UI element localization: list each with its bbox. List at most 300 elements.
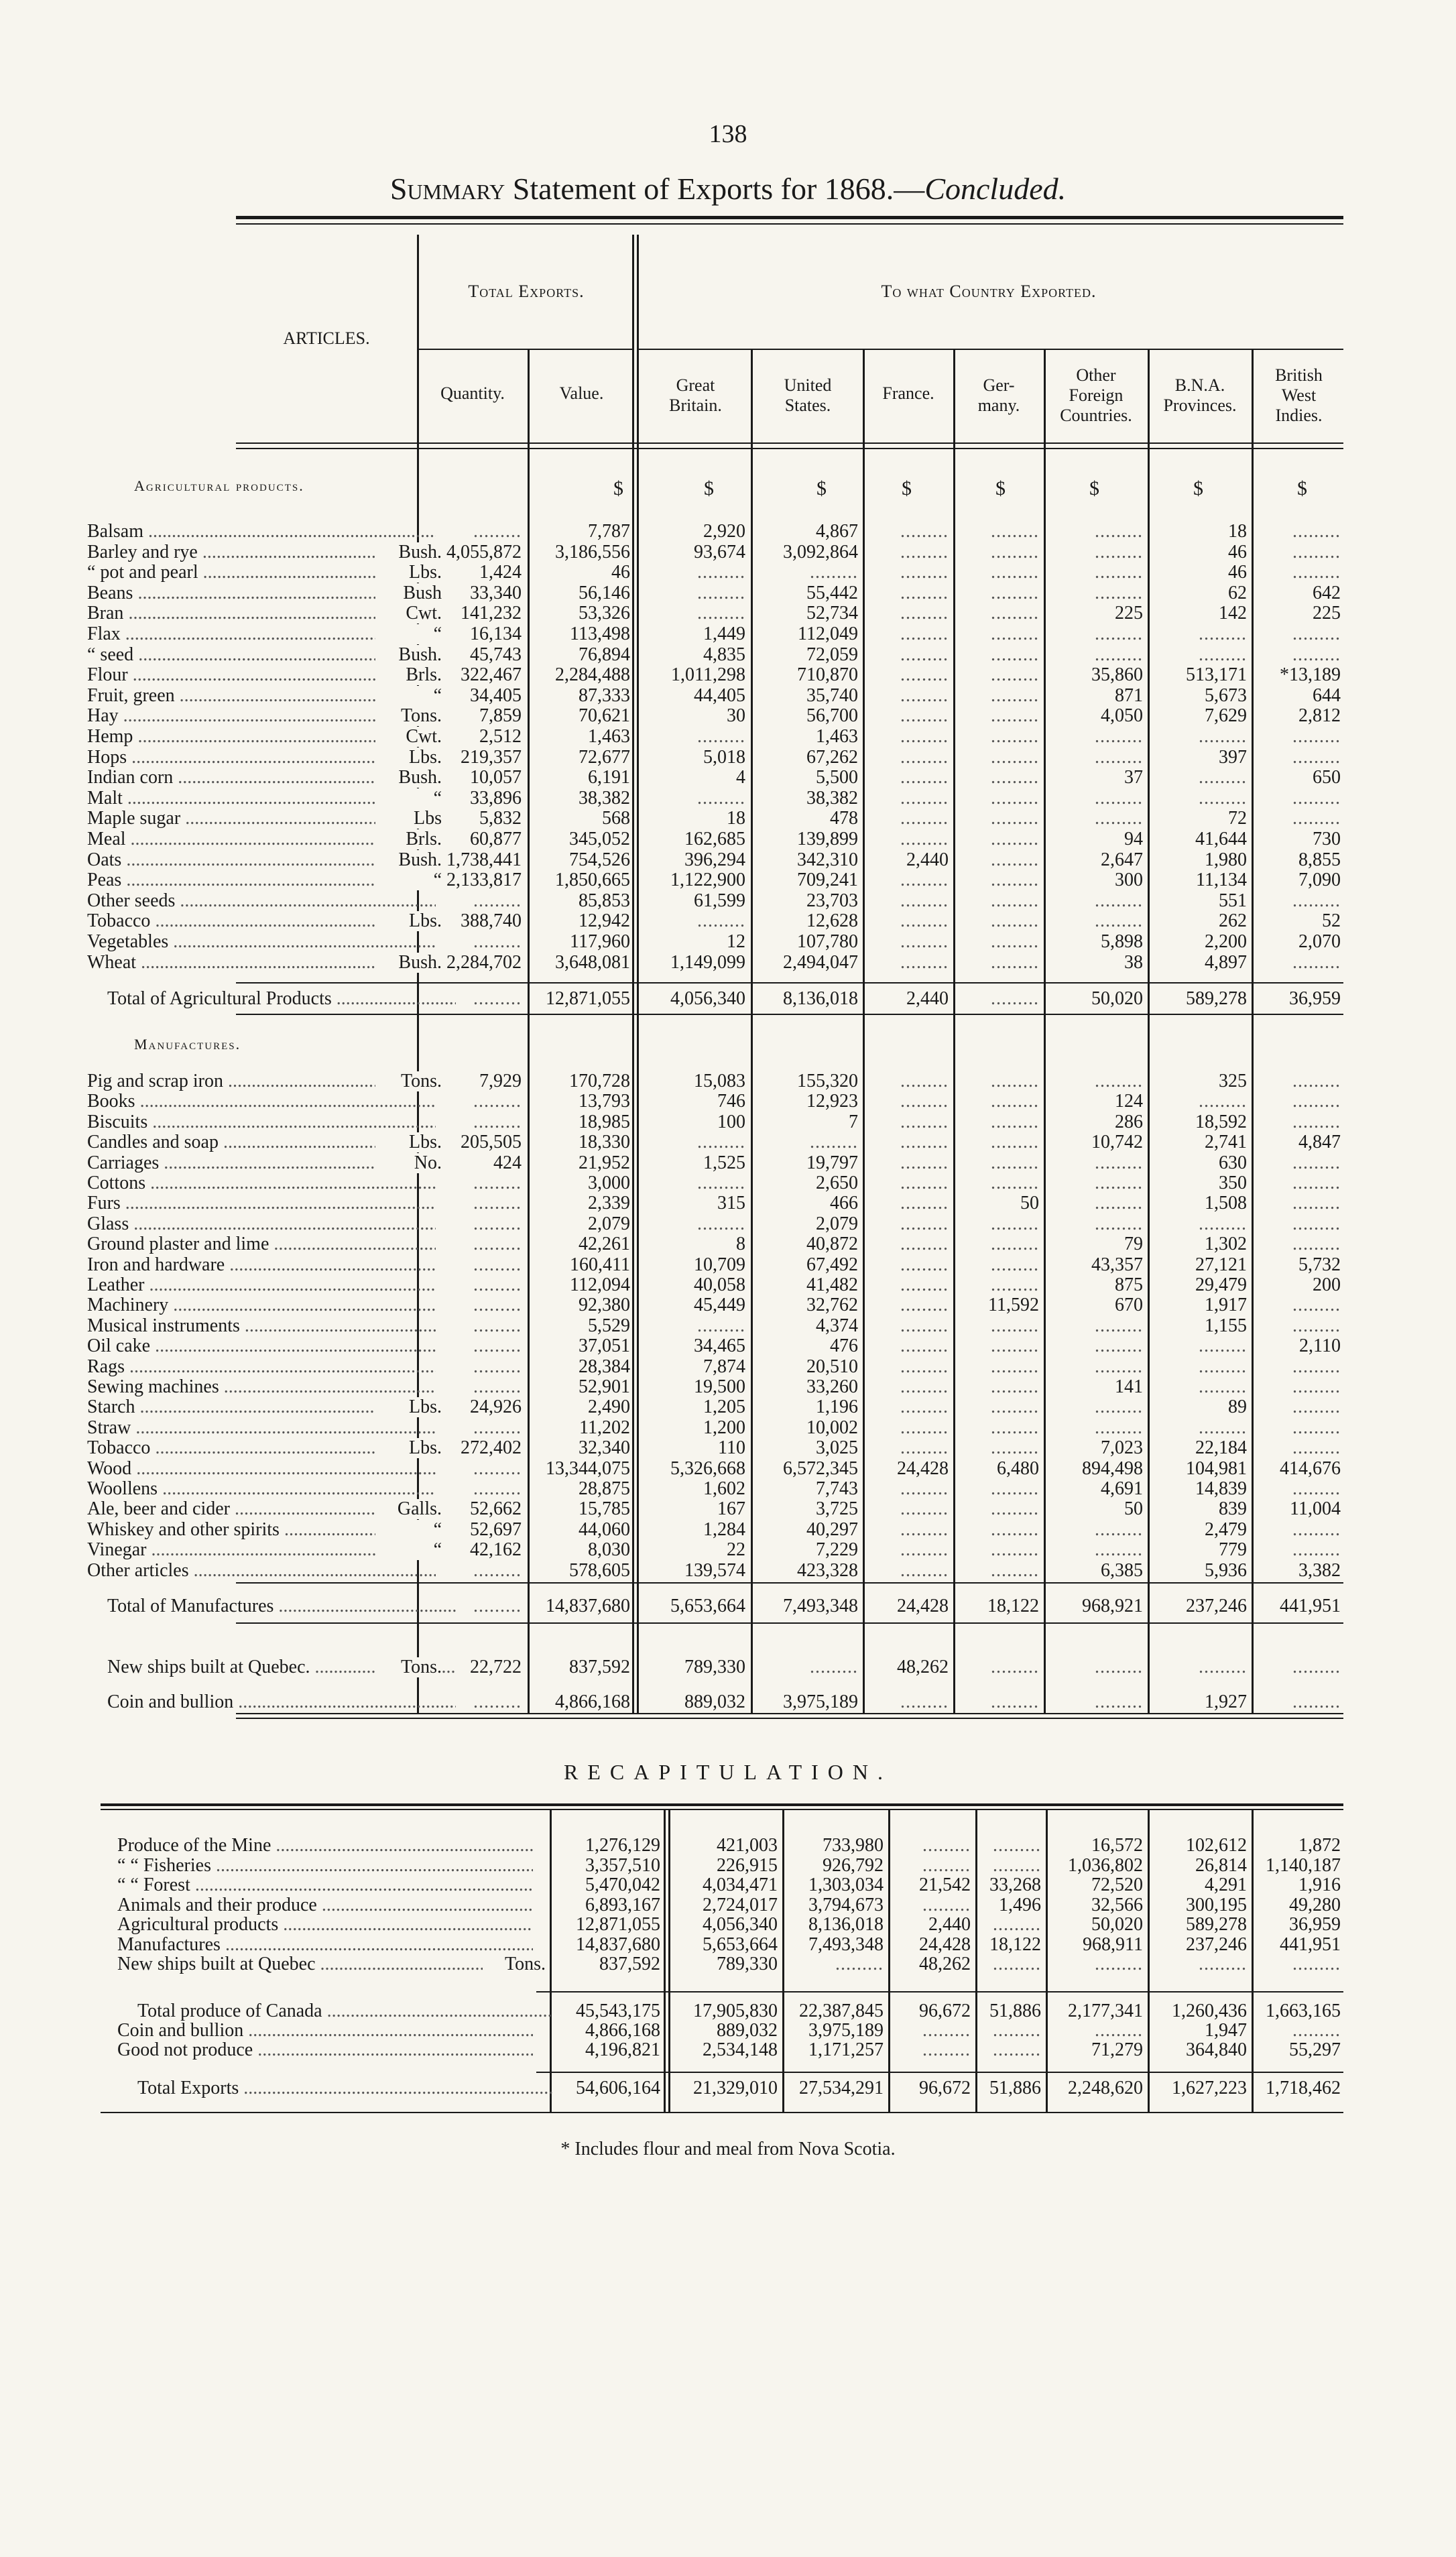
- cell-qty: 7,929: [479, 1071, 522, 1091]
- cell-of: 72,520: [1091, 1875, 1143, 1895]
- cell-bna: 4,897: [1205, 951, 1247, 973]
- cell-val: 46: [611, 562, 630, 583]
- cell-of: .........: [1095, 726, 1143, 747]
- cell-qty: 272,402: [461, 1437, 522, 1459]
- cell-of: .........: [1095, 1539, 1143, 1561]
- cell-qty: 141,232: [461, 603, 522, 624]
- row-label: Whiskey and other spirits .....: [87, 1520, 436, 1540]
- cell-qty: 424: [493, 1152, 522, 1173]
- cell-of: 124: [1115, 1091, 1143, 1112]
- row-label: Ale, beer and cider .....: [87, 1499, 436, 1519]
- row-unit: Cwt.: [375, 603, 442, 623]
- cell-us: 2,079: [816, 1213, 858, 1234]
- cell-bwi: .........: [1292, 1173, 1341, 1193]
- cell-of: .........: [1095, 910, 1143, 932]
- cell-de: 50: [1020, 1193, 1039, 1214]
- cell-fr: .........: [900, 1111, 949, 1132]
- cell-de: .........: [991, 1335, 1039, 1357]
- cell-val: 4,866,168: [555, 1691, 630, 1712]
- table-row: [0, 706, 1456, 726]
- header-bna: [1150, 375, 1250, 416]
- cell-us: 466: [830, 1193, 858, 1214]
- cell-us: 7,229: [816, 1539, 858, 1561]
- cell-bna: 364,840: [1186, 2039, 1247, 2060]
- cell-bna: 300,195: [1186, 1894, 1247, 1915]
- recap-grand-rule: [536, 2072, 1343, 2073]
- table-row: [0, 1459, 1456, 1479]
- row-label: Machinery .....: [87, 1295, 436, 1315]
- cell-gb: .........: [697, 910, 745, 932]
- cell-bwi: 7,090: [1298, 870, 1341, 891]
- cell-de: .........: [991, 1396, 1039, 1418]
- row-label: Beans .....: [87, 583, 436, 603]
- cell-qty: .........: [473, 1091, 522, 1112]
- cell-us: 107,780: [797, 931, 858, 952]
- cell-gb: 1,011,298: [671, 664, 745, 686]
- cell-gb: 30: [727, 705, 745, 727]
- top-rule: [236, 216, 1343, 219]
- dollar-bwi: $: [1297, 477, 1307, 499]
- row-unit: Lbs.: [375, 1438, 442, 1458]
- cell-val: 21,952: [579, 1152, 630, 1173]
- cell-bwi: 642: [1313, 582, 1341, 603]
- cell-of: .........: [1095, 644, 1143, 665]
- rule-under-headers: [236, 442, 1343, 444]
- row-label: Woollens .....: [87, 1479, 436, 1499]
- row-unit: Lbs.: [375, 911, 442, 931]
- cell-gb: 4,835: [703, 644, 745, 665]
- cell-us: 478: [830, 808, 858, 829]
- cell-fr: .........: [900, 1173, 949, 1193]
- cell-qty: 45,743: [470, 644, 522, 665]
- header-other-foreign-line2: Foreign: [1069, 385, 1124, 405]
- footnote: * Includes flour and meal from Nova Scotia.: [560, 2139, 896, 2159]
- row-label: Carriages .....: [87, 1153, 436, 1173]
- table-row: [0, 522, 1456, 542]
- row-label: Coin and bullion .....: [107, 1692, 456, 1712]
- cell-fr: .........: [900, 767, 949, 788]
- cell-of: 968,911: [1083, 1934, 1143, 1955]
- cell-bna: 41,644: [1195, 829, 1247, 849]
- cell-of: .........: [1095, 1519, 1143, 1540]
- table-row: [0, 1132, 1456, 1152]
- row-label: Balsam .....: [87, 522, 436, 542]
- cell-gb: 40,058: [694, 1274, 745, 1295]
- cell-fr: .........: [900, 1559, 949, 1581]
- row-label: Agricultural products .....: [117, 1915, 533, 1935]
- rule-under-headers-2: [236, 448, 1343, 449]
- cell-fr: .........: [900, 1254, 949, 1275]
- row-label: Leather .....: [87, 1275, 436, 1295]
- cell-gb: 421,003: [717, 1835, 778, 1856]
- cell-bwi: .........: [1292, 1295, 1341, 1316]
- row-unit: Brls.: [375, 829, 442, 849]
- cell-gb: 789,330: [684, 1657, 745, 1677]
- cell-bna: 26,814: [1195, 1854, 1247, 1876]
- cell-fr: .........: [922, 1894, 971, 1915]
- table-row: [0, 891, 1456, 911]
- cell-of: 871: [1115, 685, 1143, 706]
- cell-val: 2,490: [588, 1396, 630, 1418]
- cell-gb: 4: [736, 767, 745, 788]
- cell-fr: .........: [900, 1396, 949, 1418]
- cell-qty: .........: [473, 1458, 522, 1479]
- header-bwi: [1254, 365, 1344, 426]
- table-row: [0, 788, 1456, 809]
- cell-us: 3,025: [816, 1437, 858, 1459]
- cell-val: 13,344,075: [546, 1458, 630, 1479]
- cell-us: .........: [810, 1132, 858, 1153]
- cell-bwi: .........: [1292, 1356, 1341, 1377]
- cell-bna: 104,981: [1186, 1458, 1247, 1479]
- cell-bwi: .........: [1292, 2020, 1341, 2041]
- cell-us: 35,740: [806, 685, 858, 706]
- cell-bna: 22,184: [1195, 1437, 1247, 1459]
- cell-of: .........: [1095, 521, 1143, 542]
- cell-val: 32,340: [579, 1437, 630, 1459]
- cell-qty: .........: [473, 1335, 522, 1357]
- cell-qty: .........: [473, 1596, 522, 1616]
- cell-us: 4,374: [816, 1315, 858, 1336]
- cell-fr: .........: [900, 1539, 949, 1561]
- cell-of: 2,248,620: [1068, 2078, 1143, 2098]
- cell-of: 32,566: [1091, 1894, 1143, 1915]
- header-germany-line2: many.: [977, 396, 1020, 415]
- header-france: France.: [882, 383, 934, 403]
- row-unit: Bush.: [375, 645, 442, 665]
- row-unit: Bush.: [375, 953, 442, 973]
- table-row: [0, 911, 1456, 931]
- row-label: Indian corn .....: [87, 768, 436, 788]
- recap-row: [0, 1836, 1456, 1856]
- table-row: [0, 1234, 1456, 1254]
- cell-bwi: .........: [1292, 644, 1341, 665]
- row-label: Hemp .....: [87, 727, 436, 747]
- table-row: [0, 645, 1456, 665]
- cell-of: .........: [1095, 1173, 1143, 1193]
- cell-gb: 1,149,099: [670, 951, 745, 973]
- cell-de: 33,268: [989, 1875, 1041, 1895]
- top-rule-thin: [236, 223, 1343, 225]
- cell-of: 16,572: [1091, 1835, 1143, 1856]
- row-label: Straw .....: [87, 1418, 436, 1438]
- dollar-us: $: [816, 477, 827, 499]
- cell-us: 20,510: [806, 1356, 858, 1377]
- cell-gb: 1,122,900: [670, 870, 745, 891]
- cell-us: 10,002: [806, 1417, 858, 1438]
- header-bwi-line3: Indies.: [1275, 406, 1323, 425]
- cell-us: 4,867: [816, 521, 858, 542]
- cell-gb: .........: [697, 1132, 745, 1153]
- cell-fr: 48,262: [897, 1657, 949, 1677]
- rule-agri-total-top: [236, 982, 1343, 984]
- cell-bna: 325: [1219, 1071, 1247, 1091]
- row-label: Other seeds .....: [87, 891, 436, 911]
- cell-fr: .........: [900, 1356, 949, 1377]
- row-unit: “: [375, 1540, 442, 1560]
- table-row: [0, 542, 1456, 562]
- row-label: Starch .....: [87, 1397, 436, 1417]
- table-row: [0, 603, 1456, 623]
- cell-fr: .........: [922, 1854, 971, 1876]
- cell-val: 170,728: [569, 1071, 630, 1091]
- cell-val: 837,592: [599, 1954, 660, 1974]
- cell-bwi: 414,676: [1280, 1458, 1341, 1479]
- cell-bna: 589,278: [1186, 988, 1247, 1009]
- cell-val: 70,621: [579, 705, 630, 727]
- cell-bwi: .........: [1292, 1954, 1341, 1974]
- row-label: Wheat .....: [87, 953, 436, 973]
- cell-gb: .........: [697, 1315, 745, 1336]
- cell-val: 18,330: [579, 1132, 630, 1153]
- cell-us: 22,387,845: [799, 2001, 884, 2021]
- cell-gb: 5,326,668: [670, 1458, 745, 1479]
- cell-bna: .........: [1199, 623, 1247, 644]
- table-row: [0, 1295, 1456, 1315]
- row-label: Musical instruments .....: [87, 1316, 436, 1336]
- cell-de: .........: [991, 1254, 1039, 1275]
- dollar-bna: $: [1193, 477, 1203, 499]
- row-label: “ seed .....: [87, 645, 436, 665]
- cell-bna: .........: [1199, 767, 1247, 788]
- cell-val: 568: [602, 808, 630, 829]
- cell-bwi: 49,280: [1289, 1894, 1341, 1915]
- cell-qty: 52,697: [470, 1519, 522, 1540]
- row-unit: Brls.: [375, 665, 442, 685]
- row-label: Vegetables .....: [87, 932, 436, 952]
- cell-de: .........: [991, 705, 1039, 727]
- header-value: Value.: [559, 383, 604, 403]
- row-label: Hops .....: [87, 748, 436, 768]
- cell-fr: .........: [900, 1417, 949, 1438]
- recap-total-row: [0, 2001, 1456, 2021]
- table-row: [0, 768, 1456, 788]
- cell-val: 72,677: [579, 746, 630, 768]
- cell-bwi: .........: [1292, 1691, 1341, 1712]
- cell-fr: .........: [900, 1478, 949, 1499]
- cell-bwi: .........: [1292, 1234, 1341, 1255]
- recap-row: [0, 1935, 1456, 1955]
- cell-val: 15,785: [579, 1498, 630, 1520]
- row-label: Total Exports .....: [137, 2078, 553, 2098]
- cell-gb: 2,724,017: [703, 1894, 778, 1915]
- cell-de: .........: [991, 951, 1039, 973]
- header-bwi-line2: West: [1281, 385, 1317, 405]
- cell-bwi: 225: [1313, 603, 1341, 624]
- cell-gb: 226,915: [717, 1854, 778, 1876]
- cell-bwi: .........: [1292, 1315, 1341, 1336]
- cell-gb: 7,874: [703, 1356, 745, 1377]
- cell-bna: 5,936: [1205, 1559, 1247, 1581]
- cell-bwi: .........: [1292, 787, 1341, 809]
- row-label: Maple sugar .....: [87, 809, 436, 829]
- cell-fr: .........: [900, 746, 949, 768]
- cell-us: 139,899: [797, 829, 858, 849]
- cell-bwi: .........: [1292, 1152, 1341, 1173]
- header-bna-line2: Provinces.: [1163, 396, 1237, 415]
- cell-bna: 1,302: [1205, 1234, 1247, 1255]
- row-label: Glass .....: [87, 1214, 436, 1234]
- header-germany-line1: Ger-: [983, 375, 1015, 395]
- cell-bwi: 441,951: [1280, 1934, 1341, 1955]
- cell-de: .........: [993, 2039, 1041, 2060]
- cell-bwi: 441,951: [1280, 1596, 1341, 1616]
- cell-bna: 1,917: [1205, 1295, 1247, 1316]
- row-label: Cottons .....: [87, 1173, 436, 1193]
- row-label: Pig and scrap iron .....: [87, 1071, 436, 1091]
- cell-de: .........: [991, 931, 1039, 952]
- cell-de: .........: [991, 541, 1039, 562]
- row-unit: Lbs.: [375, 748, 442, 768]
- cell-of: 37: [1124, 767, 1143, 788]
- cell-of: 79: [1124, 1234, 1143, 1255]
- cell-fr: .........: [900, 1091, 949, 1112]
- cell-bna: .........: [1199, 1657, 1247, 1677]
- cell-bna: 551: [1219, 890, 1247, 911]
- cell-qty: .........: [473, 1111, 522, 1132]
- row-label: Malt .....: [87, 788, 436, 809]
- cell-us: .........: [835, 1954, 884, 1974]
- cell-bna: .........: [1199, 1954, 1247, 1974]
- recap-row: [0, 1915, 1456, 1935]
- row-label: Coin and bullion .....: [117, 2021, 533, 2041]
- cell-of: .........: [1095, 1657, 1143, 1677]
- cell-bna: .........: [1199, 1213, 1247, 1234]
- cell-de: .........: [991, 1691, 1039, 1712]
- cell-bwi: *13,189: [1280, 664, 1341, 686]
- table-row: [0, 1438, 1456, 1458]
- cell-val: 92,380: [579, 1295, 630, 1316]
- row-unit: “: [375, 686, 442, 706]
- cell-us: 27,534,291: [799, 2078, 884, 2098]
- cell-bna: 839: [1219, 1498, 1247, 1520]
- cell-of: 286: [1115, 1111, 1143, 1132]
- dollar-gb: $: [704, 477, 714, 499]
- cell-qty: 33,896: [470, 787, 522, 809]
- cell-gb: 10,709: [694, 1254, 745, 1275]
- cell-bna: 18: [1228, 521, 1247, 542]
- cell-gb: .........: [697, 582, 745, 603]
- cell-qty: 60,877: [470, 829, 522, 849]
- cell-us: 2,650: [816, 1173, 858, 1193]
- cell-bwi: 52: [1322, 910, 1341, 932]
- row-label: Biscuits .....: [87, 1112, 436, 1132]
- cell-gb: 8: [736, 1234, 745, 1255]
- cell-val: 837,592: [569, 1657, 630, 1677]
- table-row: [0, 1071, 1456, 1091]
- header-great-britain-line2: Britain.: [669, 396, 722, 415]
- cell-us: 67,492: [806, 1254, 858, 1275]
- cell-fr: .........: [900, 890, 949, 911]
- cell-fr: .........: [900, 644, 949, 665]
- table-row: [0, 1692, 1456, 1712]
- cell-qty: 219,357: [461, 746, 522, 768]
- cell-de: .........: [991, 1091, 1039, 1112]
- cell-val: 2,339: [588, 1193, 630, 1214]
- cell-bwi: .........: [1292, 1657, 1341, 1677]
- recap-grand-row: [0, 2078, 1456, 2098]
- cell-of: 5,898: [1101, 931, 1143, 952]
- cell-of: 6,385: [1101, 1559, 1143, 1581]
- table-row: [0, 583, 1456, 603]
- cell-us: 3,725: [816, 1498, 858, 1520]
- cell-fr: 2,440: [928, 1914, 971, 1935]
- cell-qty: 16,134: [470, 623, 522, 644]
- cell-bwi: .........: [1292, 541, 1341, 562]
- cell-fr: .........: [922, 2039, 971, 2060]
- cell-fr: 24,428: [897, 1458, 949, 1479]
- rule-main-bottom: [236, 1713, 1343, 1714]
- cell-val: 112,094: [570, 1274, 630, 1295]
- cell-de: .........: [991, 746, 1039, 768]
- cell-fr: .........: [900, 931, 949, 952]
- cell-fr: .........: [900, 1295, 949, 1316]
- cell-of: 43,357: [1091, 1254, 1143, 1275]
- cell-bwi: .........: [1292, 1193, 1341, 1214]
- row-label: Iron and hardware .....: [87, 1255, 436, 1275]
- cell-us: 7: [849, 1111, 858, 1132]
- cell-de: 51,886: [989, 2078, 1041, 2098]
- row-label: Flour .....: [87, 665, 436, 685]
- cell-us: 52,734: [806, 603, 858, 624]
- cell-bna: 513,171: [1186, 664, 1247, 686]
- total-row: [0, 989, 1456, 1009]
- table-row: [0, 1153, 1456, 1173]
- cell-de: 11,592: [988, 1295, 1039, 1316]
- cell-us: .........: [810, 1657, 858, 1677]
- cell-fr: .........: [900, 910, 949, 932]
- cell-gb: 315: [717, 1193, 745, 1214]
- row-label: Flax .....: [87, 624, 436, 644]
- cell-gb: 162,685: [684, 829, 745, 849]
- row-label: “ pot and pearl .....: [87, 562, 436, 583]
- cell-gb: 1,602: [703, 1478, 745, 1499]
- cell-fr: 96,672: [919, 2001, 971, 2021]
- cell-de: 6,480: [997, 1458, 1039, 1479]
- row-unit: Lbs: [375, 809, 442, 829]
- cell-bwi: .........: [1292, 562, 1341, 583]
- cell-qty: 22,722: [470, 1657, 522, 1677]
- cell-us: 32,762: [806, 1295, 858, 1316]
- cell-val: 76,894: [579, 644, 630, 665]
- row-unit: Bush.: [375, 542, 442, 562]
- cell-qty: 52,662: [470, 1498, 522, 1520]
- cell-of: 94: [1124, 829, 1143, 849]
- cell-gb: 34,465: [694, 1335, 745, 1357]
- recap-row: [0, 1895, 1456, 1915]
- cell-de: .........: [991, 1356, 1039, 1377]
- cell-qty: .........: [473, 1173, 522, 1193]
- cell-fr: .........: [900, 1498, 949, 1520]
- cell-of: .........: [1095, 623, 1143, 644]
- rule-main-bottom-2: [236, 1718, 1343, 1719]
- table-row: [0, 829, 1456, 849]
- cell-qty: .........: [473, 1254, 522, 1275]
- cell-fr: .........: [900, 1193, 949, 1214]
- cell-val: 754,526: [569, 849, 630, 870]
- recap-total-row: [0, 2021, 1456, 2041]
- cell-bna: 1,155: [1205, 1315, 1247, 1336]
- cell-qty: .........: [473, 1234, 522, 1255]
- cell-gb: 44,405: [694, 685, 745, 706]
- header-other-foreign: [1046, 365, 1146, 426]
- cell-bna: 142: [1219, 603, 1247, 624]
- cell-bwi: 3,382: [1298, 1559, 1341, 1581]
- table-row: [0, 1255, 1456, 1275]
- cell-bwi: 36,959: [1289, 988, 1341, 1009]
- cell-val: 56,146: [579, 582, 630, 603]
- cell-fr: .........: [900, 951, 949, 973]
